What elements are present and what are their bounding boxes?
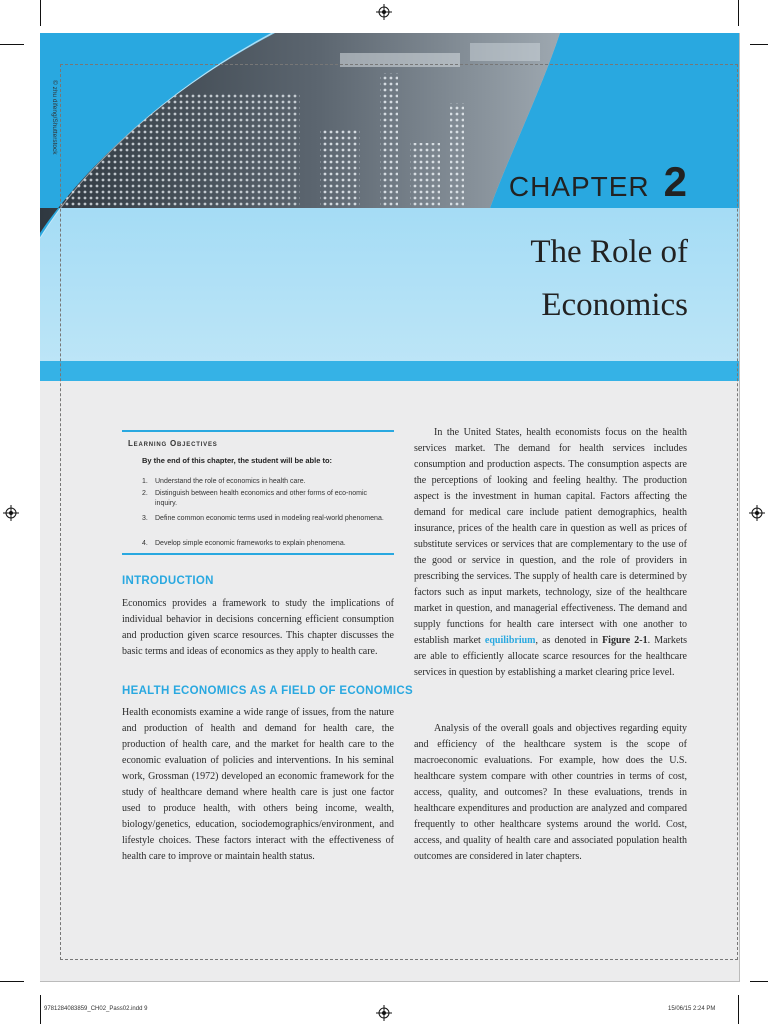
- chapter-word: CHAPTER: [508, 171, 650, 202]
- section-heading: HEALTH ECONOMICS AS A FIELD OF ECONOMICS: [122, 685, 413, 697]
- objective-number: 3.: [142, 515, 148, 522]
- crop-mark: [40, 0, 41, 26]
- paragraph: Economics provides a framework to study the implications of individual behavior in decisions concerning efficient consumption and production given scarce resources. This chapter discusses the basic terms and ideas of economics as they apply to health care.: [122, 598, 394, 657]
- registration-mark-icon: [3, 505, 19, 521]
- registration-mark-icon: [376, 4, 392, 20]
- chapter-title: [388, 226, 688, 333]
- crop-mark: [0, 44, 24, 45]
- objective-number: 1.: [142, 478, 148, 485]
- objective-item: [142, 489, 390, 508]
- photo-credit: © zhu difeng/Shutterstock: [51, 80, 58, 155]
- footer-file-name: 9781284083859_CH02_Pass02.indd 9: [44, 1006, 148, 1012]
- registration-mark-icon: [376, 1005, 392, 1021]
- glossary-term-link[interactable]: equilibrium: [484, 635, 536, 646]
- objective-text: Define common economic terms used in modeling real-world phenomena.: [155, 515, 384, 522]
- paragraph-text: In the United States, health economists focus on the health services market. The demand for health services includes consumption and production aspects. The consumption aspects are the perceptions of looking and feeling healthy. The production aspect is the investment in human capital. Factors affecting the demand for medical care include patient demographics, health insurance, prices of the health care in question as well as prices of substitute services or services that are complementary to the use of the good or service in question, and the role of providers in prescribing the services. The supply of health care is determined by factors such as input markets, technology, size of the healthcare market in question, and managerial effectiveness. The demand and supply functions for health care intersect with one another to establish market: [414, 427, 687, 646]
- crop-mark: [738, 995, 739, 1024]
- footer-timestamp: 15/06/15 2:24 PM: [668, 1006, 716, 1012]
- objective-item: [142, 514, 390, 524]
- chapter-title-line: Economics: [541, 287, 688, 324]
- crop-mark: [750, 44, 768, 45]
- objective-item: [142, 477, 390, 487]
- objectives-intro: By the end of this chapter, the student will be able to:: [142, 456, 333, 465]
- paragraph-text: , as denoted in: [535, 635, 603, 646]
- section-heading: INTRODUCTION: [122, 575, 214, 587]
- chapter-label: [509, 158, 688, 206]
- objective-text: Understand the role of economics in health care.: [155, 478, 306, 485]
- crop-mark: [0, 981, 24, 982]
- objective-item: [142, 539, 390, 549]
- chapter-number: 2: [663, 158, 688, 205]
- objective-text: Distinguish between health economics and other forms of eco-nomic inquiry.: [155, 490, 368, 507]
- crop-mark: [40, 995, 41, 1024]
- objective-number: 2.: [142, 490, 148, 497]
- paragraph-text: . Markets are able to efficiently allocate scarce resources for the healthcare services in question by establishing a market clearing price level.: [414, 635, 687, 678]
- objective-number: 4.: [142, 540, 148, 547]
- paragraph: Analysis of the overall goals and objectives regarding equity and efficiency of the healthcare system is the scope of macroeconomic evaluations. For example, how does the U.S. healthcare system compare with other countries in terms of cost, access, quality, and outcomes? In these evaluations, trends in healthcare expenditures and production are analyzed and compared frequently to other healthcare systems around the world. Cost, access, and quality of health care and associated population health outcomes are considered in later chapters.: [414, 723, 687, 862]
- registration-mark-icon: [749, 505, 765, 521]
- paragraph: [414, 425, 687, 681]
- figure-reference: Figure 2-1: [602, 635, 648, 646]
- crop-mark: [738, 0, 739, 26]
- paragraph: Health economists examine a wide range of issues, from the nature and production of health and demand for health care, the production of health care, and the market for health care to the economic evaluation of policies and interventions. In his seminal work, Grossman (1972) developed an economic framework for the study of healthcare demand where health care is just one factor used to produce health, with others being income, wealth, biology/genetics, education, sociodemographics/environment, and lifestyle choices. These factors interact with the effectiveness of health care to improve or maintain health status.: [122, 707, 394, 862]
- chapter-title-line: The Role of: [530, 234, 688, 270]
- learning-objectives-box: [122, 430, 394, 555]
- objectives-heading: Learning Objectives: [128, 439, 218, 448]
- objective-text: Develop simple economic frameworks to explain phenomena.: [155, 540, 346, 547]
- crop-mark: [750, 981, 768, 982]
